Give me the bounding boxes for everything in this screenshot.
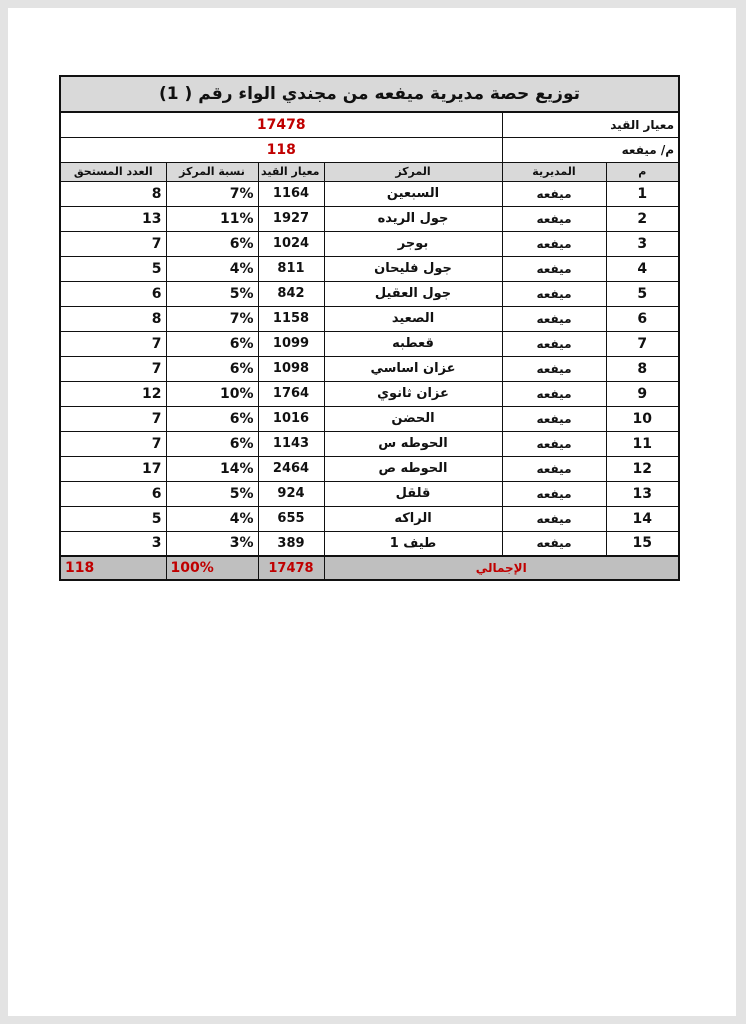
- cell-index: 14: [606, 506, 679, 531]
- table-row: [60, 356, 679, 381]
- cell-due: 7: [60, 331, 166, 356]
- header-criterion: معيار القيد: [258, 162, 324, 181]
- table-row: [60, 431, 679, 456]
- district-row: [60, 137, 679, 162]
- cell-due: 3: [60, 531, 166, 556]
- cell-criterion: 1016: [258, 406, 324, 431]
- table-row: [60, 506, 679, 531]
- cell-center: عزان اساسي: [324, 356, 502, 381]
- cell-ratio: 7%: [166, 181, 258, 206]
- cell-due: 5: [60, 256, 166, 281]
- cell-criterion: 1098: [258, 356, 324, 381]
- cell-center: قعطبه: [324, 331, 502, 356]
- cell-ratio: 7%: [166, 306, 258, 331]
- title-row: [60, 76, 679, 112]
- cell-directorate: ميفعه: [502, 431, 606, 456]
- cell-due: 7: [60, 431, 166, 456]
- table-row: [60, 181, 679, 206]
- cell-criterion: 924: [258, 481, 324, 506]
- cell-index: 15: [606, 531, 679, 556]
- header-center: المركز: [324, 162, 502, 181]
- total-ratio: 100%: [166, 556, 258, 580]
- cell-criterion: 1143: [258, 431, 324, 456]
- criterion-row: [60, 112, 679, 137]
- table-row: [60, 331, 679, 356]
- cell-index: 10: [606, 406, 679, 431]
- cell-index: 9: [606, 381, 679, 406]
- cell-criterion: 811: [258, 256, 324, 281]
- document-page: [8, 8, 736, 1016]
- cell-ratio: 3%: [166, 531, 258, 556]
- cell-directorate: ميفعه: [502, 256, 606, 281]
- cell-criterion: 1164: [258, 181, 324, 206]
- cell-center: الحضن: [324, 406, 502, 431]
- cell-directorate: ميفعه: [502, 506, 606, 531]
- table-row: [60, 531, 679, 556]
- cell-criterion: 655: [258, 506, 324, 531]
- cell-ratio: 5%: [166, 281, 258, 306]
- cell-index: 2: [606, 206, 679, 231]
- cell-directorate: ميفعه: [502, 381, 606, 406]
- cell-center: عزان ثانوي: [324, 381, 502, 406]
- cell-directorate: ميفعه: [502, 456, 606, 481]
- cell-ratio: 6%: [166, 406, 258, 431]
- cell-center: بوجر: [324, 231, 502, 256]
- cell-index: 3: [606, 231, 679, 256]
- cell-directorate: ميفعه: [502, 231, 606, 256]
- table-row: [60, 206, 679, 231]
- header-due: العدد المستحق: [60, 162, 166, 181]
- cell-ratio: 10%: [166, 381, 258, 406]
- cell-ratio: 6%: [166, 331, 258, 356]
- cell-index: 7: [606, 331, 679, 356]
- cell-ratio: 5%: [166, 481, 258, 506]
- header-row: [60, 162, 679, 181]
- cell-index: 1: [606, 181, 679, 206]
- cell-directorate: ميفعه: [502, 481, 606, 506]
- header-directorate: المديرية: [502, 162, 606, 181]
- cell-ratio: 11%: [166, 206, 258, 231]
- cell-center: جول الريده: [324, 206, 502, 231]
- criterion-value: 17478: [60, 112, 502, 137]
- total-row: [60, 556, 679, 580]
- cell-center: طيف 1: [324, 531, 502, 556]
- cell-directorate: ميفعه: [502, 281, 606, 306]
- cell-ratio: 6%: [166, 231, 258, 256]
- cell-index: 5: [606, 281, 679, 306]
- total-label: الإجمالي: [324, 556, 679, 580]
- cell-criterion: 1099: [258, 331, 324, 356]
- distribution-table: [59, 75, 680, 581]
- cell-directorate: ميفعه: [502, 206, 606, 231]
- cell-due: 17: [60, 456, 166, 481]
- table-row: [60, 381, 679, 406]
- cell-due: 6: [60, 281, 166, 306]
- cell-index: 4: [606, 256, 679, 281]
- table-row: [60, 281, 679, 306]
- page-title: توزيع حصة مديرية ميفعه من مجندي الواء رقم ( 1): [60, 76, 679, 112]
- cell-directorate: ميفعه: [502, 356, 606, 381]
- table-row: [60, 406, 679, 431]
- cell-directorate: ميفعه: [502, 331, 606, 356]
- cell-index: 12: [606, 456, 679, 481]
- cell-index: 13: [606, 481, 679, 506]
- cell-criterion: 842: [258, 281, 324, 306]
- cell-due: 5: [60, 506, 166, 531]
- cell-criterion: 1024: [258, 231, 324, 256]
- cell-due: 6: [60, 481, 166, 506]
- cell-center: الحوطه ص: [324, 456, 502, 481]
- cell-due: 13: [60, 206, 166, 231]
- cell-criterion: 1927: [258, 206, 324, 231]
- district-value: 118: [60, 137, 502, 162]
- cell-directorate: ميفعه: [502, 531, 606, 556]
- cell-due: 7: [60, 231, 166, 256]
- cell-due: 8: [60, 306, 166, 331]
- cell-criterion: 389: [258, 531, 324, 556]
- cell-center: الصعيد: [324, 306, 502, 331]
- cell-criterion: 2464: [258, 456, 324, 481]
- table-row: [60, 481, 679, 506]
- table-row: [60, 231, 679, 256]
- cell-center: جول فليحان: [324, 256, 502, 281]
- cell-center: السبعين: [324, 181, 502, 206]
- cell-due: 7: [60, 406, 166, 431]
- total-criterion: 17478: [258, 556, 324, 580]
- cell-ratio: 4%: [166, 506, 258, 531]
- cell-center: الراكه: [324, 506, 502, 531]
- cell-ratio: 14%: [166, 456, 258, 481]
- cell-center: الحوطه س: [324, 431, 502, 456]
- header-ratio: نسبة المركز: [166, 162, 258, 181]
- cell-due: 7: [60, 356, 166, 381]
- cell-directorate: ميفعه: [502, 306, 606, 331]
- district-label: م/ ميفعه: [502, 137, 679, 162]
- table-row: [60, 456, 679, 481]
- cell-due: 8: [60, 181, 166, 206]
- cell-due: 12: [60, 381, 166, 406]
- cell-index: 6: [606, 306, 679, 331]
- cell-center: جول العقيل: [324, 281, 502, 306]
- cell-ratio: 6%: [166, 431, 258, 456]
- cell-index: 8: [606, 356, 679, 381]
- cell-ratio: 4%: [166, 256, 258, 281]
- cell-directorate: ميفعه: [502, 406, 606, 431]
- criterion-label: معيار القيد: [502, 112, 679, 137]
- cell-directorate: ميفعه: [502, 181, 606, 206]
- total-due: 118: [60, 556, 166, 580]
- table-row: [60, 256, 679, 281]
- table-row: [60, 306, 679, 331]
- cell-criterion: 1764: [258, 381, 324, 406]
- header-index: م: [606, 162, 679, 181]
- cell-center: قلقل: [324, 481, 502, 506]
- cell-criterion: 1158: [258, 306, 324, 331]
- cell-ratio: 6%: [166, 356, 258, 381]
- cell-index: 11: [606, 431, 679, 456]
